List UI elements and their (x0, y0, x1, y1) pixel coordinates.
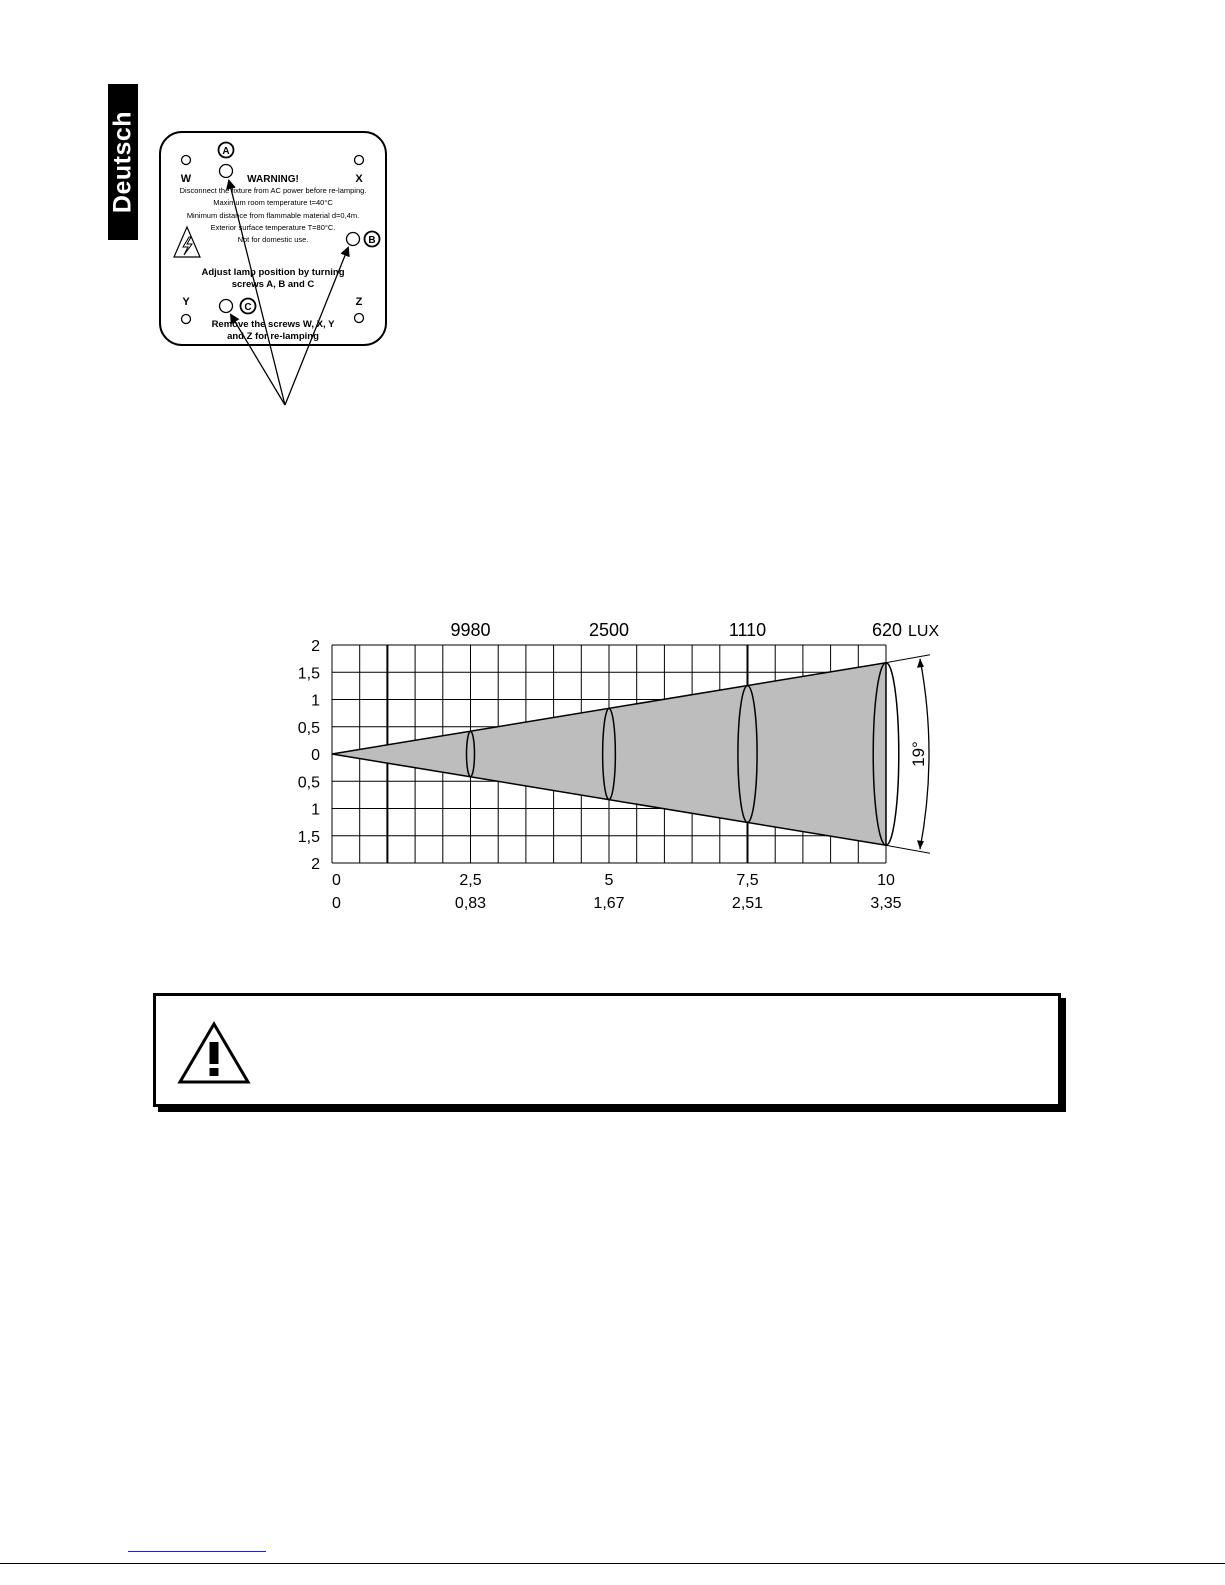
x-tick-label-diameter: 3,35 (870, 895, 902, 912)
adjuster-c-label: C (244, 302, 252, 313)
caution-box (153, 993, 1061, 1107)
adjuster-a-label: A (222, 146, 230, 157)
angle-arrowhead (917, 840, 924, 849)
x-tick-label-diameter: 2,51 (731, 895, 764, 912)
lamp-label-plate (150, 125, 400, 415)
y-tick-label: 0,5 (297, 774, 320, 792)
plate-warning-line: Minimum distance from flammable material d=0,4m. (186, 211, 360, 220)
x-tick-label-distance: 2,5 (459, 872, 482, 889)
x-tick-label-distance: 7,5 (736, 872, 759, 889)
screw-y-label: Y (182, 296, 190, 308)
footer-rule (0, 1563, 1225, 1564)
beam-angle-indicator (886, 655, 930, 854)
adjuster-b-label: B (368, 235, 376, 246)
y-tick-label: 1,5 (297, 665, 320, 683)
footer-link-underline (128, 1551, 266, 1552)
angle-extension-line (886, 845, 930, 853)
beam-lux-chart (290, 610, 970, 920)
y-tick-label: 2 (311, 638, 320, 655)
lux-value-label: 620 (871, 620, 902, 640)
screw-z-label: Z (355, 296, 363, 308)
plate-warning-line: Not for domestic use. (237, 235, 309, 244)
adjust-instruction: Adjust lamp position by turning (201, 267, 345, 278)
language-tab-label: Deutsch (108, 110, 137, 214)
plate-warning-line: Disconnect the fixture from AC power before re-lamping. (179, 186, 367, 195)
x-tick-label-diameter: 0 (332, 895, 341, 912)
y-tick-label: 2 (311, 856, 320, 873)
adjust-instruction: screws A, B and C (231, 279, 315, 290)
lux-unit-label: LUX (908, 623, 940, 640)
language-tab (108, 84, 138, 240)
lux-value-label: 2500 (588, 620, 630, 640)
plate-warning-line: Exterior surface temperature T=80°C. (210, 223, 336, 232)
angle-extension-line (886, 655, 930, 663)
beam-angle-label: 19° (909, 741, 928, 767)
plate-warning-title: WARNING! (247, 174, 299, 185)
y-tick-label: 0,5 (297, 719, 320, 737)
x-tick-label-diameter: 1,67 (593, 895, 625, 912)
screw-x-label: X (355, 173, 363, 185)
angle-arrowhead (917, 659, 924, 668)
screw-w-label: W (180, 173, 192, 185)
x-tick-label-diameter: 0,83 (454, 895, 487, 912)
plate-warning-line: Maximum room temperature t=40°C (213, 198, 333, 207)
lux-value-label: 1110 (728, 620, 767, 640)
y-tick-label: 0 (311, 747, 320, 764)
remove-instruction: Remove the screws W, X, Y (211, 319, 335, 330)
y-tick-label: 1 (311, 801, 320, 819)
y-tick-label: 1,5 (297, 828, 320, 846)
caution-triangle-icon (176, 1020, 252, 1086)
remove-instruction: and Z for re-lamping (227, 331, 319, 342)
lux-value-label: 9980 (450, 620, 491, 640)
x-tick-label-distance: 0 (332, 872, 341, 889)
x-tick-label-distance: 10 (877, 872, 895, 889)
x-tick-label-distance: 5 (604, 872, 614, 889)
y-tick-label: 1 (311, 692, 320, 710)
